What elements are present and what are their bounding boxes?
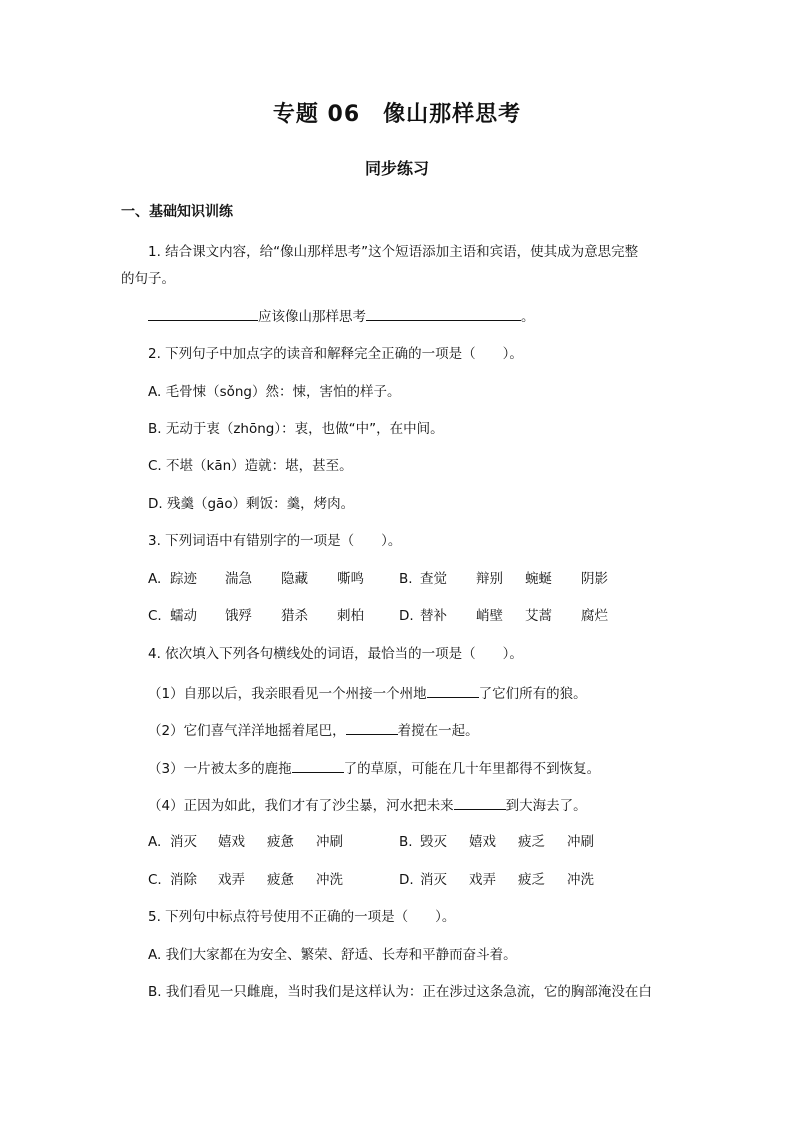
q4-option-c-label: C. [148,872,162,888]
q2-stem: 2. 下列句子中加点字的读音和解释完全正确的一项是（ ）。 [148,346,523,362]
section-heading: 一、基础知识训练 [121,204,233,220]
q4-option-c-word: 疲惫 [267,872,294,888]
q3-stem: 3. 下列词语中有错别字的一项是（ ）。 [148,533,402,549]
q4-option-b-word: 冲刷 [567,834,594,850]
q4-option-a-word: 冲刷 [316,834,343,850]
q3-option-b-word: 辩别 [476,571,503,587]
q4-option-a-word: 消灭 [170,834,197,850]
q3-option-b-word: 查觉 [420,571,447,587]
q1-fill-end: 。 [521,309,535,325]
q1-fill-line [148,306,535,326]
q4-s1-blank[interactable] [427,683,479,698]
q4-s4-text: （4）正因为如此，我们才有了沙尘暴，河水把未来 [148,798,454,814]
q2-option-b: B. 无动于衷（zhōng）：衷，也做“中”，在中间。 [148,421,444,437]
q5-stem: 5. 下列句中标点符号使用不正确的一项是（ ）。 [148,909,456,925]
q1-stem-line1: 1. 结合课文内容，给“像山那样思考”这个短语添加主语和宾语，使其成为意思完整 [148,244,639,260]
q4-s4-text-end: 到大海去了。 [505,798,587,814]
q3-option-d-word: 腐烂 [581,608,608,624]
q4-s3-text: （3）一片被太多的鹿拖 [148,761,292,777]
q4-option-d-word: 消灭 [420,872,447,888]
q4-sentence-3 [148,758,600,778]
q3-option-d-label: D. [399,608,414,624]
q4-sentence-1 [148,683,587,703]
q4-option-c-word: 戏弄 [218,872,245,888]
q4-s3-blank[interactable] [292,758,344,773]
page-subtitle: 同步练习 [364,159,429,178]
q5-option-b: B. 我们看见一只雌鹿，当时我们是这样认为：正在涉过这条急流，它的胸部淹没在白 [148,984,652,1000]
q3-option-b-label: B. [399,571,413,587]
q4-option-b-word: 毁灭 [420,834,447,850]
q4-option-a-word: 疲惫 [267,834,294,850]
q3-option-a-word: 湍急 [225,571,252,587]
q4-s2-blank[interactable] [346,720,398,735]
q1-stem-line2: 的句子。 [121,271,175,287]
q4-sentence-2 [148,720,479,740]
q3-option-c-word: 蠕动 [170,608,197,624]
q3-option-c-label: C. [148,608,162,624]
q4-option-d-word: 冲洗 [567,872,594,888]
page-title: 专题 06 像山那样思考 [272,102,522,127]
q3-option-a-word: 隐藏 [281,571,308,587]
q4-s4-blank[interactable] [454,795,506,810]
q3-option-c-word: 刺柏 [337,608,364,624]
q3-option-b-word: 阴影 [581,571,608,587]
q5-option-a: A. 我们大家都在为安全、繁荣、舒适、长寿和平静而奋斗着。 [148,947,517,963]
q4-s2-text: （2）它们喜气洋洋地摇着尾巴， [148,723,346,739]
q3-option-d-word: 艾蒿 [525,608,552,624]
q3-option-c-word: 猎杀 [281,608,308,624]
q4-option-b-word: 嬉戏 [469,834,496,850]
q4-option-d-word: 疲乏 [518,872,545,888]
q4-sentence-4 [148,795,587,815]
q4-option-b-word: 疲乏 [518,834,545,850]
q3-option-c-word: 饿殍 [225,608,252,624]
q4-option-d-label: D. [399,872,414,888]
q1-fill-mid: 应该像山那样思考 [258,309,366,325]
q3-option-a-label: A. [148,571,162,587]
q4-option-a-label: A. [148,834,162,850]
q4-s1-text: （1）自那以后，我亲眼看见一个州接一个州地 [148,686,427,702]
q2-option-a: A. 毛骨悚（sǒng）然：悚，害怕的样子。 [148,384,401,400]
q4-option-a-word: 嬉戏 [218,834,245,850]
q3-option-d-word: 峭壁 [476,608,503,624]
q4-option-b-label: B. [399,834,413,850]
q4-s3-text-end: 了的草原，可能在几十年里都得不到恢复。 [343,761,601,777]
q4-s2-text-end: 着搅在一起。 [397,723,479,739]
q1-blank-object[interactable] [366,306,521,321]
q3-option-a-word: 嘶鸣 [337,571,364,587]
q2-option-d: D. 残羹（gāo）剩饭：羹，烤肉。 [148,496,355,512]
q4-option-c-word: 冲洗 [316,872,343,888]
q3-option-a-word: 踪迹 [170,571,197,587]
q3-option-b-word: 蜿蜒 [525,571,552,587]
q4-option-d-word: 戏弄 [469,872,496,888]
q1-blank-subject[interactable] [148,306,258,321]
q4-option-c-word: 消除 [170,872,197,888]
q3-option-d-word: 替补 [420,608,447,624]
q2-option-c: C. 不堪（kān）造就：堪，甚至。 [148,458,353,474]
q4-stem: 4. 依次填入下列各句横线处的词语，最恰当的一项是（ ）。 [148,646,523,662]
q4-s1-text-end: 了它们所有的狼。 [478,686,587,702]
